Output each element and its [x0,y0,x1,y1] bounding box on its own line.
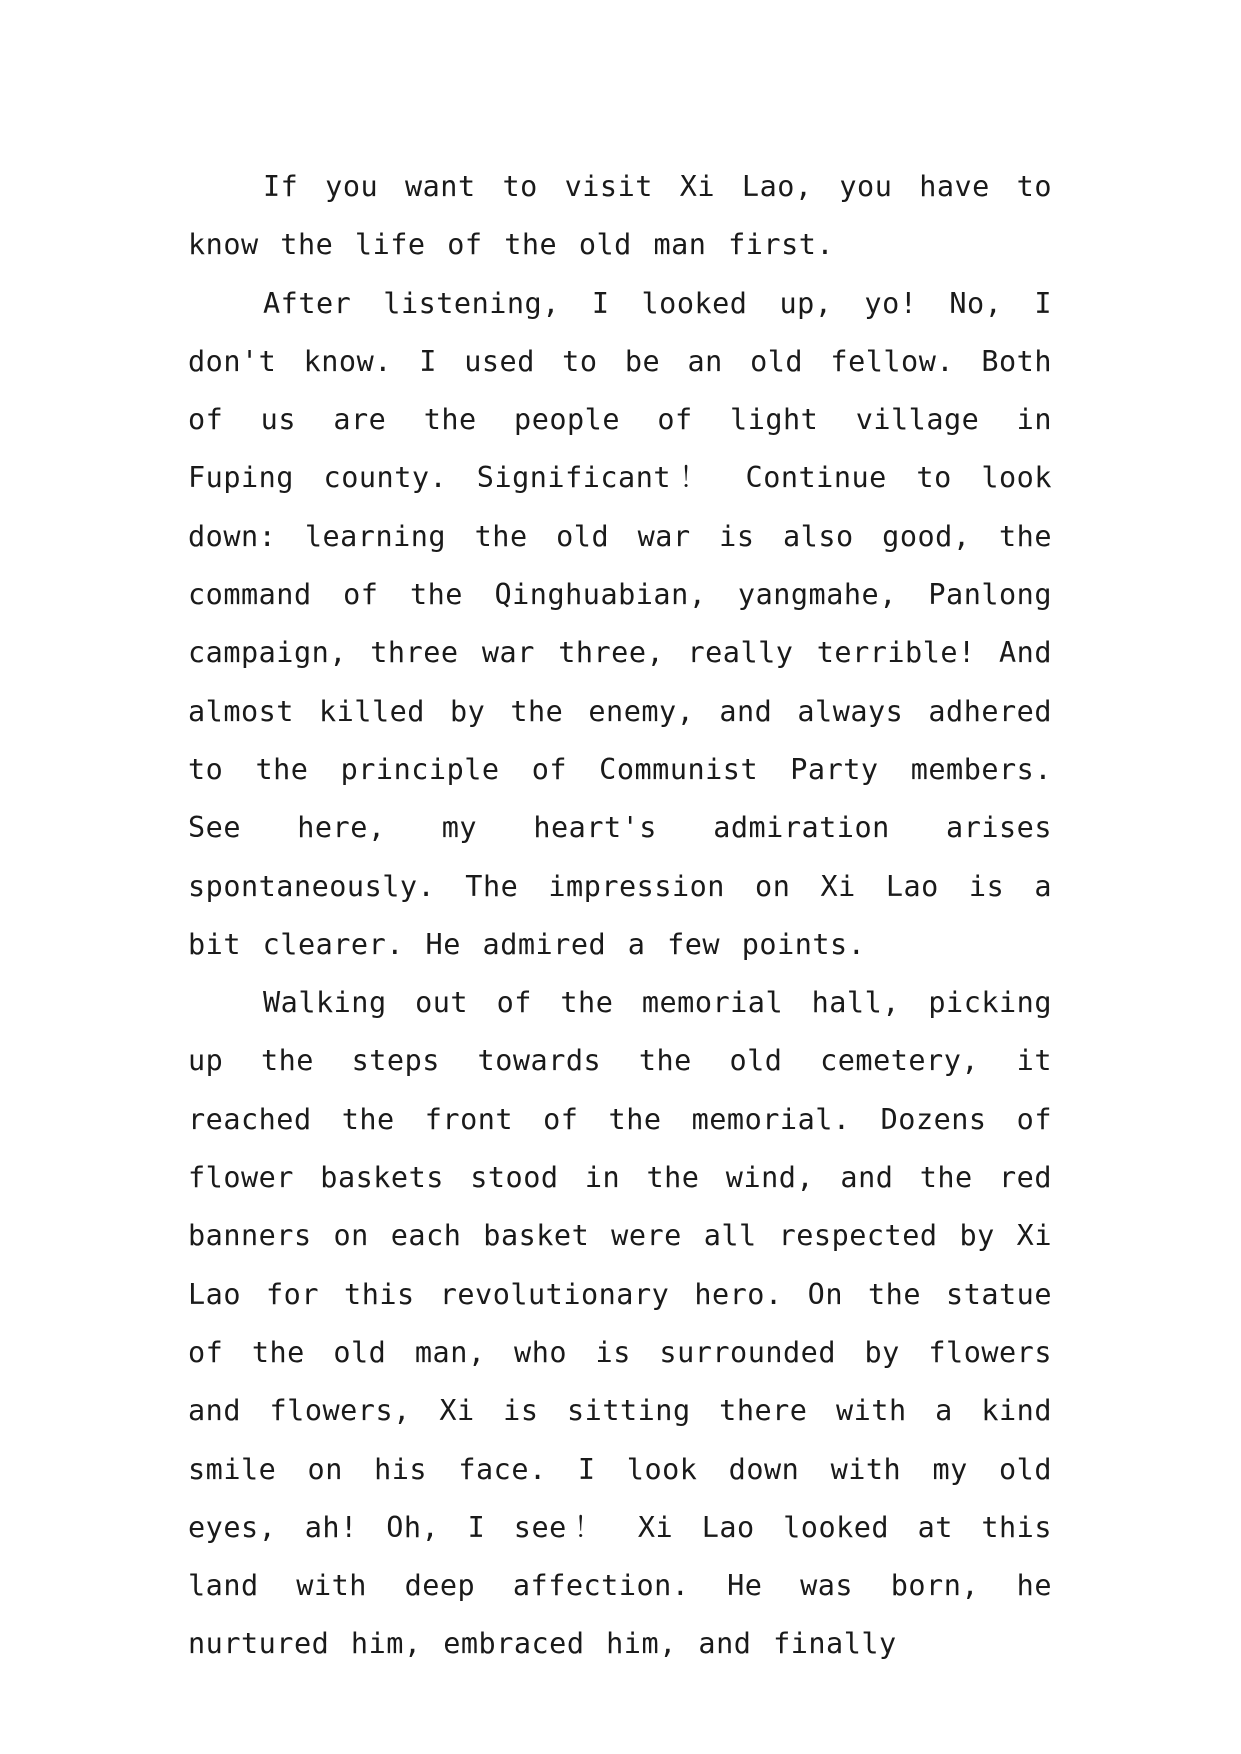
paragraph-1: If you want to visit Xi Lao, you have to know the life of the old man first. [188,170,1052,262]
body-text [188,158,1052,1674]
paragraph-3: Walking out of the memorial hall, picking up the steps towards the old cemetery, it reached the front of the memorial. Dozens of flower baskets stood in the wind, and the red banners on each basket were all respected by Xi Lao for this revolutionary hero. On the statue of the old man, who is surrounded by flowers and flowers, Xi is sitting there with a kind smile on his face. I look down with my old eyes, ah! Oh, I see！ Xi Lao looked at this land with deep affection. He was born, he nurtured him, embraced him, and finally [188,986,1052,1661]
paragraph-2: After listening, I looked up, yo! No, I don't know. I used to be an old fellow. Both of us are the people of light village in Fuping county. Significant！ Continue to look down: learning the old war is also good, the command of the Qinghuabian, yangmahe, Panlong campaign, three war three, really terrible! And almost killed by the enemy, and always adhered to the principle of Communist Party members. See here, my heart's admiration arises spontaneously. The impression on Xi Lao is a bit clearer. He admired a few points. [188,286,1052,961]
